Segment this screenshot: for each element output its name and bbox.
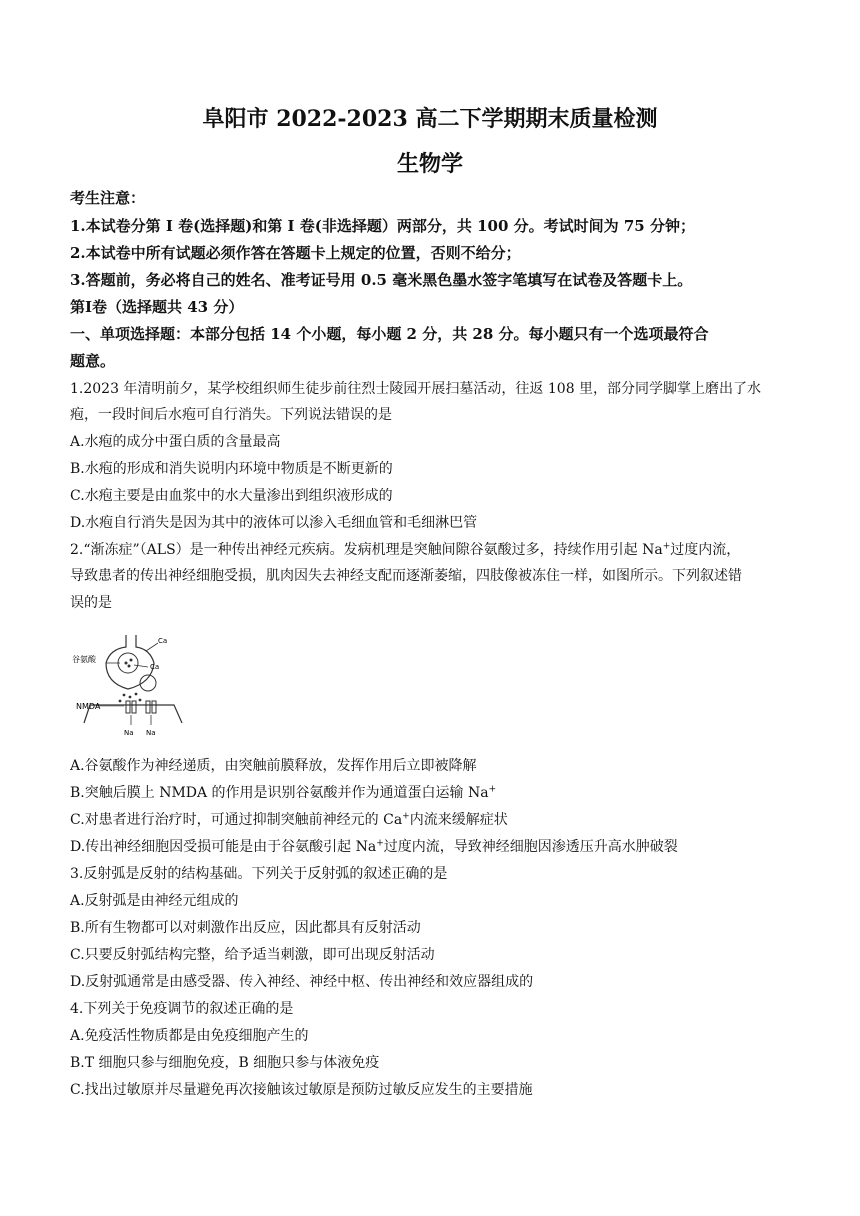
q2-option-a: A.谷氨酸作为神经递质，由突触前膜释放，发挥作用后立即被降解 bbox=[70, 758, 477, 774]
q1-stem-line1: 1.2023 年清明前夕，某学校组织师生徒步前往烈士陵园开展扫墓活动，往返 108 里，部分同学脚掌上磨出了水 bbox=[70, 381, 762, 397]
label-ca-top: Ca bbox=[158, 637, 168, 645]
q1-option-c: C.水疱主要是由血浆中的水大量渗出到组织液形成的 bbox=[70, 488, 393, 504]
q1-option-a: A.水疱的成分中蛋白质的含量最高 bbox=[70, 434, 281, 450]
label-na-left: Na bbox=[124, 729, 134, 737]
q4-stem: 4.下列关于免疫调节的叙述正确的是 bbox=[70, 1001, 294, 1017]
q1-stem-line2: 疱，一段时间后水疱可自行消失。下列说法错误的是 bbox=[70, 407, 392, 423]
label-na-right: Na bbox=[146, 729, 156, 737]
q2-stem-line2: 导致患者的传出神经细胞受损，肌肉因失去神经支配而逐渐萎缩，四肢像被冻住一样，如图所示。下列叙述错 bbox=[70, 568, 742, 584]
notice-item-3: 3.答题前，务必将自己的姓名、准考证号用 0.5 毫米黑色墨水签字笔填写在试卷及答题卡上。 bbox=[70, 271, 693, 289]
notice-heading: 考生注意： bbox=[70, 189, 146, 207]
q2-stem-line1: 2.“渐冻症”（ALS）是一种传出神经元疾病。发病机理是突触间隙谷氨酸过多，持续作用引起 Na+过度内流， bbox=[70, 541, 741, 558]
section-instruction-2: 题意。 bbox=[70, 352, 116, 370]
notice-item-1: 1.本试卷分第 I 卷(选择题)和第 I 卷(非选择题）两部分，共 100 分。考试时间为 75 分钟； bbox=[70, 217, 695, 235]
synapse-diagram bbox=[70, 633, 190, 743]
q3-option-a: A.反射弧是由神经元组成的 bbox=[70, 893, 239, 909]
notice-item-2: 2.本试卷中所有试题必须作答在答题卡上规定的位置，否则不给分； bbox=[70, 244, 521, 262]
q3-option-b: B.所有生物都可以对刺激作出反应，因此都具有反射活动 bbox=[70, 920, 421, 936]
q2-stem-line3: 误的是 bbox=[70, 595, 112, 611]
exam-title: 阜阳市 2022-2023 高二下学期期末质量检测 bbox=[202, 106, 658, 132]
q2-option-c: C.对患者进行治疗时，可通过抑制突触前神经元的 Ca+内流来缓解症状 bbox=[70, 811, 508, 828]
q3-option-c: C.只要反射弧结构完整，给予适当刺激，即可出现反射活动 bbox=[70, 947, 435, 963]
q4-option-b: B.T 细胞只参与细胞免疫，B 细胞只参与体液免疫 bbox=[70, 1055, 380, 1071]
q1-option-d: D.水疱自行消失是因为其中的液体可以渗入毛细血管和毛细淋巴管 bbox=[70, 515, 478, 531]
part-title: 第Ⅰ卷（选择题共 43 分） bbox=[70, 298, 244, 316]
label-glutamate: 谷氨酸 bbox=[72, 655, 96, 664]
q2-option-d: D.传出神经细胞因受损可能是由于谷氨酸引起 Na+过度内流，导致神经细胞因渗透压升高水肿破裂 bbox=[70, 838, 678, 855]
q3-option-d: D.反射弧通常是由感受器、传入神经、神经中枢、传出神经和效应器组成的 bbox=[70, 974, 534, 990]
q4-option-a: A.免疫活性物质都是由免疫细胞产生的 bbox=[70, 1028, 309, 1044]
q1-option-b: B.水疱的形成和消失说明内环境中物质是不断更新的 bbox=[70, 461, 393, 477]
label-nmda: NMDA bbox=[76, 702, 101, 711]
q3-stem: 3.反射弧是反射的结构基础。下列关于反射弧的叙述正确的是 bbox=[70, 866, 448, 882]
exam-subject: 生物学 bbox=[396, 151, 463, 177]
q2-option-b: B.突触后膜上 NMDA 的作用是识别谷氨酸并作为通道蛋白运输 Na+ bbox=[70, 784, 497, 801]
section-instruction-1: 一、单项选择题：本部分包括 14 个小题，每小题 2 分，共 28 分。每小题只有一个选项最符合 bbox=[70, 325, 709, 343]
q4-option-c: C.找出过敏原并尽量避免再次接触该过敏原是预防过敏反应发生的主要措施 bbox=[70, 1082, 533, 1098]
label-ca-middle: Ca bbox=[150, 663, 160, 671]
